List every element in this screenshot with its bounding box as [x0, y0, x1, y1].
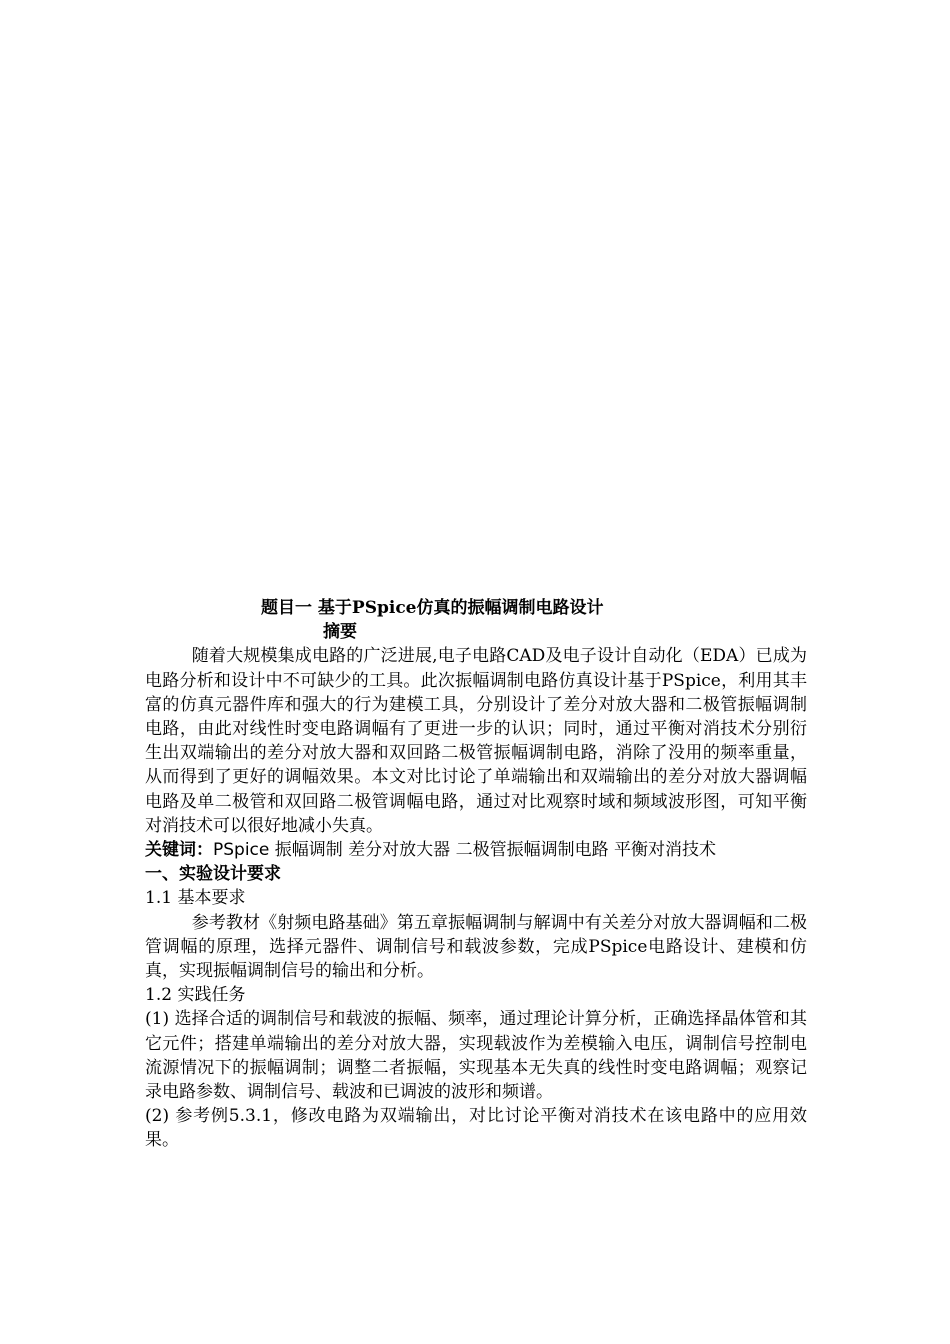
keywords-text: PSpice 振幅调制 差分对放大器 二极管振幅调制电路 平衡对消技术 — [213, 840, 716, 861]
section-heading-requirements: 一、实验设计要求 — [145, 864, 281, 885]
keywords-label: 关键词： — [145, 840, 213, 861]
subsection-heading-tasks: 1.2 实践任务 — [145, 985, 246, 1006]
keywords-line — [145, 838, 807, 862]
basic-requirements-paragraph: 参考教材《射频电路基础》第五章振幅调制与解调中有关差分对放大器调幅和二极管调幅的原理，选择元器件、调制信号和载波参数，完成PSpice电路设计、建模和仿真，实现振幅调制信号的输出和分析。 — [145, 912, 807, 982]
task-item-2: (2) 参考例5.3.1，修改电路为双端输出，对比讨论平衡对消技术在该电路中的应用效果。 — [145, 1106, 807, 1151]
subsection-heading-basic: 1.1 基本要求 — [145, 888, 246, 909]
document-title: 题目一 基于PSpice仿真的振幅调制电路设计 — [261, 598, 604, 618]
document-body — [145, 596, 807, 1153]
task-item-1: (1) 选择合适的调制信号和载波的振幅、频率，通过理论计算分析，正确选择晶体管和其它元件；搭建单端输出的差分对放大器，实现载波作为差模输入电压，调制信号控制电流源情况下的振幅调制；调整二者振幅，实现基本无失真的线性时变电路调幅；观察记录电路参数、调制信号、载波和已调波的波形和频谱。 — [145, 1009, 807, 1103]
abstract-heading: 摘要 — [323, 622, 357, 643]
abstract-paragraph: 随着大规模集成电路的广泛进展,电子电路CAD及电子设计自动化（EDA）已成为电路分析和设计中不可缺少的工具。此次振幅调制电路仿真设计基于PSpice，利用其丰富的仿真元器件库和强大的行为建模工具，分别设计了差分对放大器和二极管振幅调制电路，由此对线性时变电路调幅有了更进一步的认识；同时，通过平衡对消技术分别衍生出双端输出的差分对放大器和双回路二极管振幅调制电路，消除了没用的频率重量，从而得到了更好的调幅效果。本文对比讨论了单端输出和双端输出的差分对放大器调幅电路及单二极管和双回路二极管调幅电路，通过对比观察时域和频域波形图，可知平衡对消技术可以很好地减小失真。 — [145, 646, 807, 836]
